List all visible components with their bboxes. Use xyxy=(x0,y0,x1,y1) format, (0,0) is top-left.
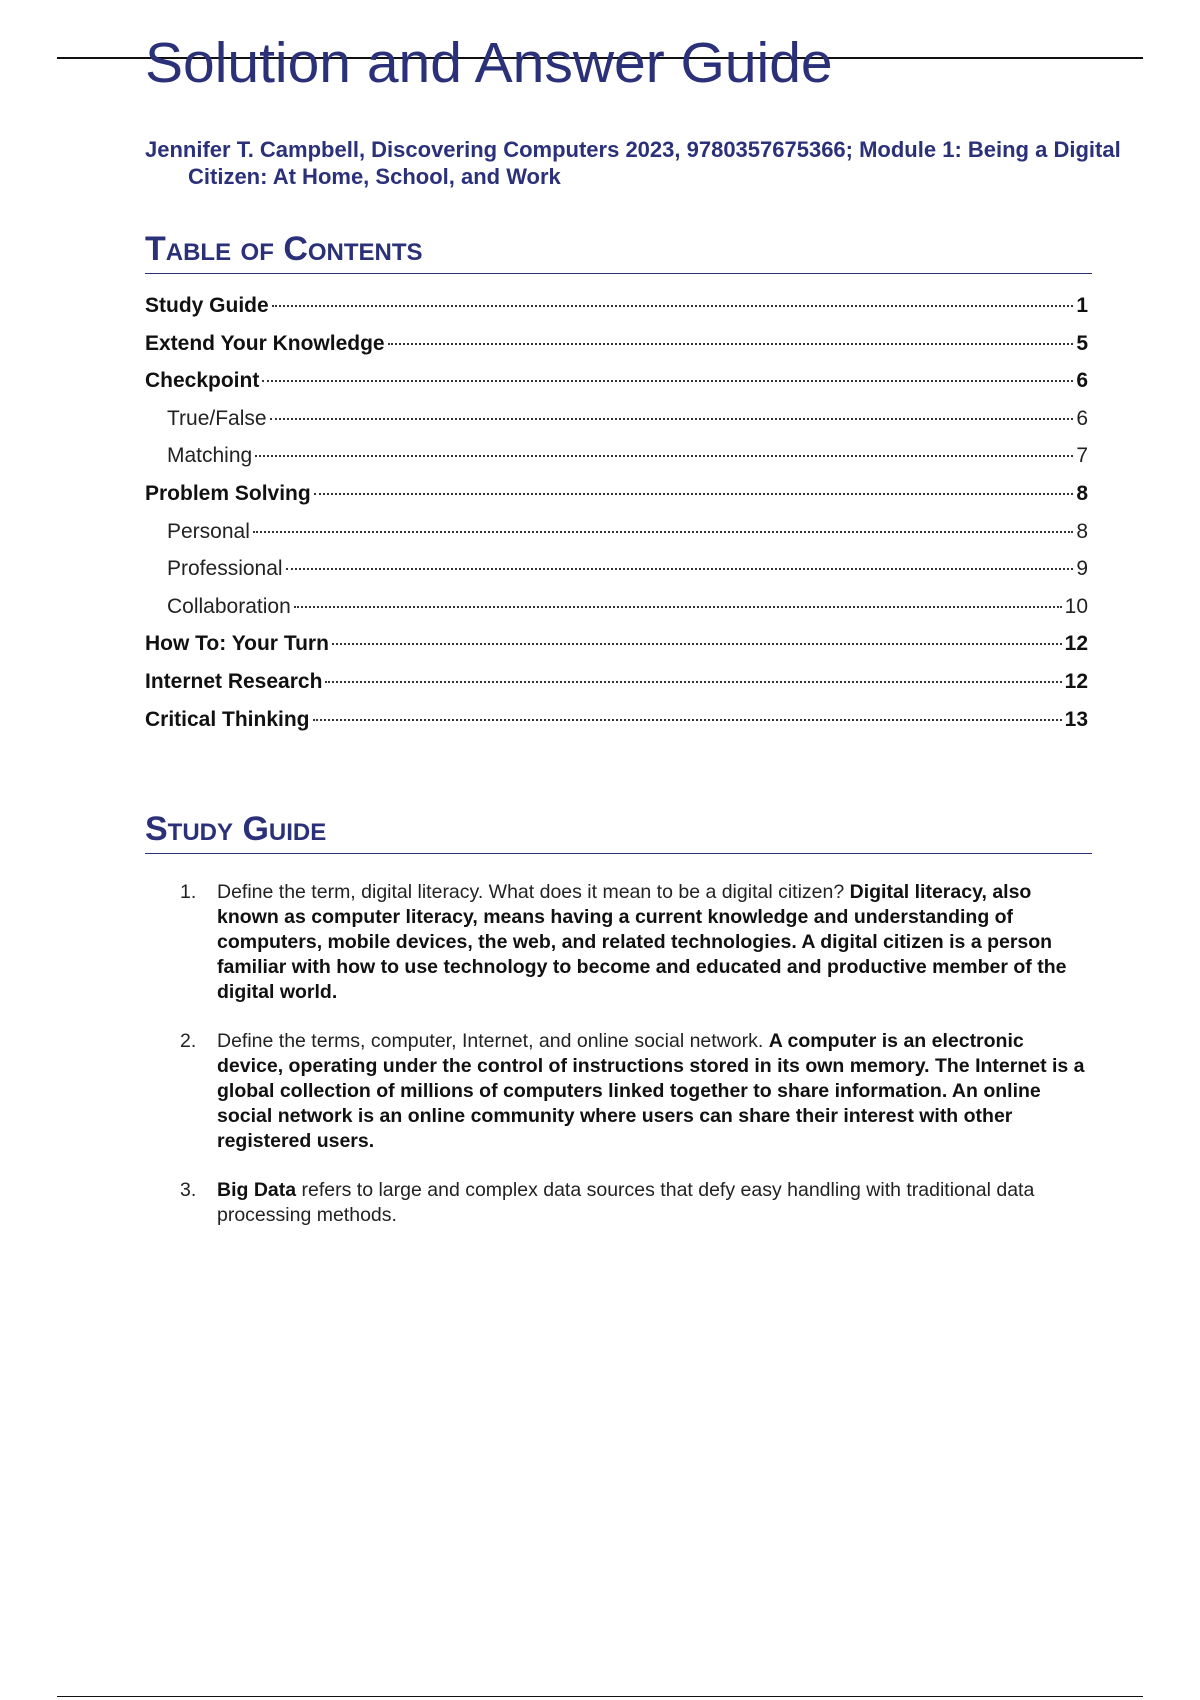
toc-heading: Table of Contents xyxy=(145,229,1092,274)
toc-entry-label: True/False xyxy=(167,406,267,430)
toc-entry-critical-thinking[interactable] xyxy=(145,701,1088,739)
item-question: Define the terms, computer, Internet, and online social network. xyxy=(217,1030,764,1052)
toc-entry-page: 5 xyxy=(1076,331,1088,355)
toc-dot-leader xyxy=(272,305,1074,307)
toc-entry-study-guide[interactable] xyxy=(145,287,1088,325)
toc-entry-label: Professional xyxy=(167,557,283,581)
toc-entry-label: Critical Thinking xyxy=(145,707,310,731)
toc-dot-leader xyxy=(325,681,1061,683)
toc-entry-matching[interactable] xyxy=(145,437,1088,475)
toc-entry-page: 10 xyxy=(1064,594,1088,618)
toc-entry-label: Collaboration xyxy=(167,594,291,618)
toc-entry-page: 12 xyxy=(1064,632,1088,656)
toc-entry-label: How To: Your Turn xyxy=(145,632,329,656)
toc-dot-leader xyxy=(286,568,1074,570)
toc-entry-label: Personal xyxy=(167,519,250,543)
toc-entry-personal[interactable] xyxy=(145,513,1088,551)
toc-entry-label: Checkpoint xyxy=(145,369,260,393)
toc-entry-page: 8 xyxy=(1076,481,1088,505)
toc-dot-leader xyxy=(314,493,1074,495)
toc-entry-collaboration[interactable] xyxy=(145,588,1088,626)
toc-entry-page: 13 xyxy=(1064,707,1088,731)
toc-entry-label: Internet Research xyxy=(145,669,323,693)
document-title: Solution and Answer Guide xyxy=(145,31,833,95)
document-subtitle: Jennifer T. Campbell, Discovering Computers 2023, 9780357675366; Module 1: Being a Digital Citizen: At Home, School, and Work xyxy=(145,137,1121,189)
table-of-contents xyxy=(145,287,1088,738)
toc-entry-label: Matching xyxy=(167,444,253,468)
toc-entry-page: 1 xyxy=(1076,294,1088,317)
toc-dot-leader xyxy=(332,643,1062,645)
toc-entry-page: 12 xyxy=(1064,669,1088,693)
toc-entry-true-false[interactable] xyxy=(145,400,1088,438)
item-number: 2. xyxy=(180,1030,197,1052)
item-question: Define the term, digital literacy. What does it mean to be a digital citizen? xyxy=(217,881,845,903)
toc-entry-label: Study Guide xyxy=(145,294,269,317)
study-guide-heading: Study Guide xyxy=(145,809,1092,854)
study-guide-item xyxy=(180,1029,1085,1154)
toc-entry-label: Extend Your Knowledge xyxy=(145,331,385,355)
item-number: 1. xyxy=(180,881,197,903)
footer-rule xyxy=(57,1696,1143,1697)
toc-dot-leader xyxy=(388,343,1074,345)
toc-dot-leader xyxy=(294,606,1062,608)
study-guide-list xyxy=(180,880,1085,1252)
toc-dot-leader xyxy=(255,455,1073,457)
toc-entry-professional[interactable] xyxy=(145,550,1088,588)
toc-dot-leader xyxy=(313,719,1062,721)
item-term: Big Data xyxy=(217,1179,297,1201)
toc-entry-checkpoint[interactable] xyxy=(145,362,1088,400)
item-answer: A computer is an electronic device, operating under the control of instructions stored in its own memory. The Internet is a global collection of millions of computers linked together to share information. An online social network is an online community where users can share their interest with other registered users. xyxy=(217,1030,1085,1152)
toc-entry-page: 9 xyxy=(1076,557,1088,581)
toc-dot-leader xyxy=(253,531,1073,533)
toc-entry-page: 6 xyxy=(1076,406,1088,430)
toc-entry-page: 7 xyxy=(1076,444,1088,468)
toc-dot-leader xyxy=(262,380,1073,382)
item-answer: Digital literacy, also known as computer literacy, means having a current knowledge and understanding of computers, mobile devices, the web, and related technologies. A digital citizen is a person familiar with how to use technology to become and educated and productive member of the digital world. xyxy=(217,881,1067,1003)
toc-entry-extend-your-knowledge[interactable] xyxy=(145,325,1088,363)
toc-entry-internet-research[interactable] xyxy=(145,663,1088,701)
toc-dot-leader xyxy=(270,418,1074,420)
toc-entry-label: Problem Solving xyxy=(145,481,311,505)
toc-entry-how-to-your-turn[interactable] xyxy=(145,625,1088,663)
study-guide-item xyxy=(180,1178,1085,1228)
item-number: 3. xyxy=(180,1179,197,1201)
toc-entry-problem-solving[interactable] xyxy=(145,475,1088,513)
item-definition: refers to large and complex data sources that defy easy handling with traditional data processing methods. xyxy=(217,1179,1035,1226)
toc-entry-page: 6 xyxy=(1076,369,1088,393)
toc-entry-page: 8 xyxy=(1076,519,1088,543)
study-guide-item xyxy=(180,880,1085,1005)
